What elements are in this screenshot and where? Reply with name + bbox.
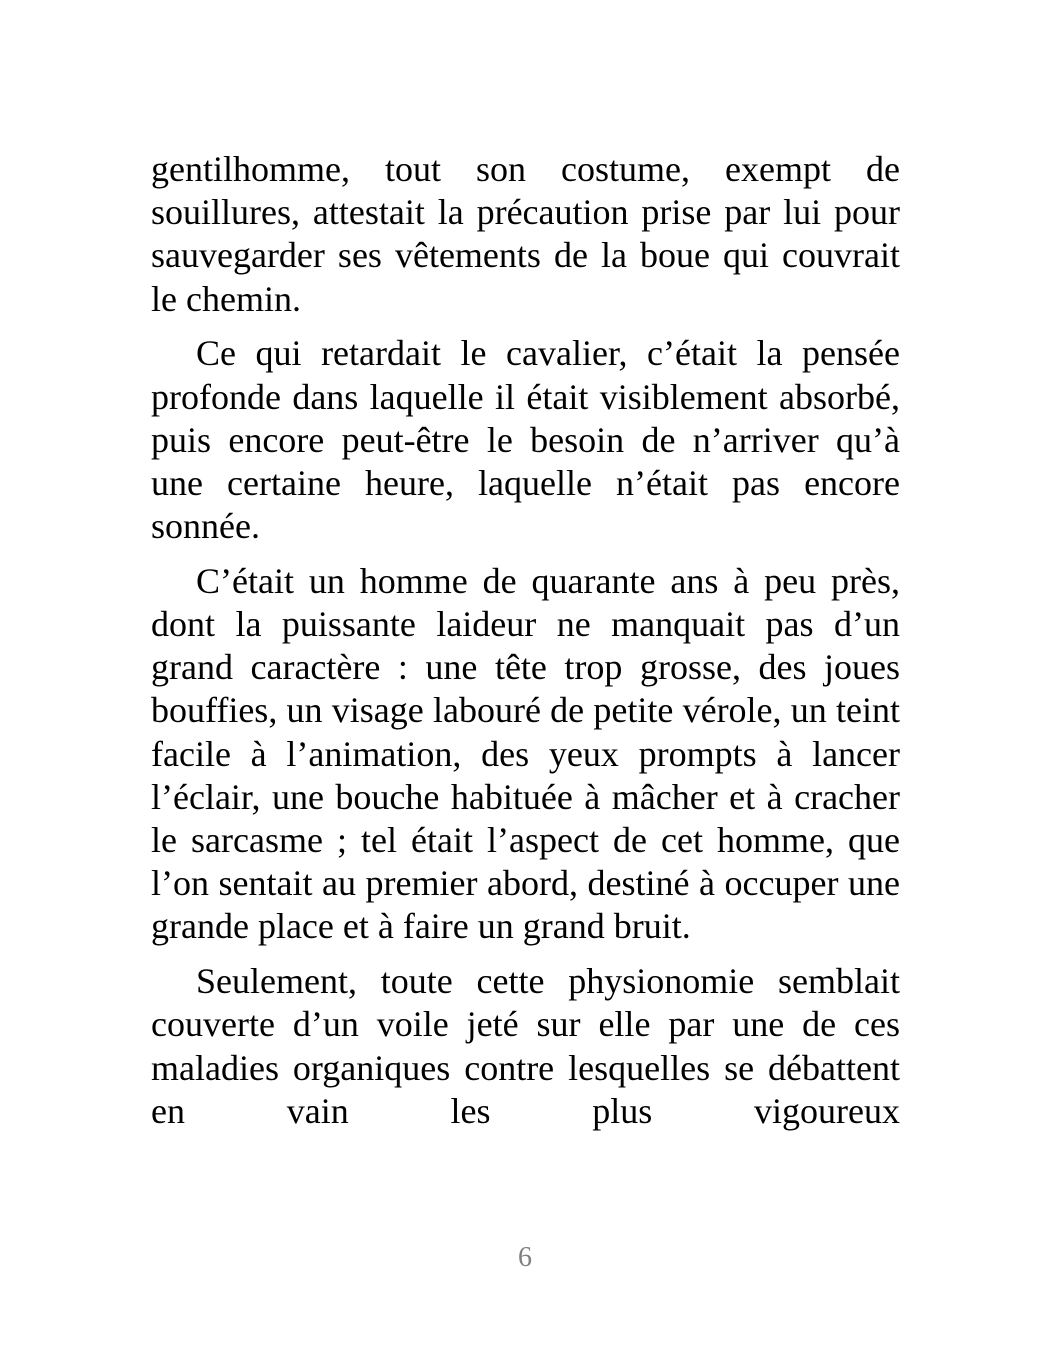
paragraph-cavalier: Ce qui retardait le cavalier, c’était la pensée profonde dans laquelle il était visiblement absorbé, puis encore peut-être le besoin de n’arriver qu’à une certaine heure, laquelle n’était pas encore sonnée. (151, 333, 900, 547)
page-number: 6 (518, 1242, 532, 1273)
body-text (151, 148, 900, 1144)
paragraph-portrait: C’était un homme de quarante ans à peu près, dont la puissante laideur ne manquait pas d’un grand caractère : une tête trop grosse, des joues bouffies, un visage labouré de petite vérole, un teint facile à l’animation, des yeux prompts à lancer l’éclair, une bouche habituée à mâcher et à cracher le sarcasme ; tel était l’aspect de cet homme, que l’on sentait au premier abord, destiné à occuper une grande place et à faire un grand bruit. (151, 560, 900, 947)
paragraph-physionomie: Seulement, toute cette physionomie semblait couverte d’un voile jeté sur elle par une de ces maladies organiques contre lesquelles se débattent en vain les plus vigoureux (151, 961, 900, 1131)
paragraph-continuation: gentilhomme, tout son costume, exempt de souillures, attestait la précaution prise par lui pour sauvegarder ses vêtements de la boue qui couvrait le chemin. (151, 149, 900, 319)
